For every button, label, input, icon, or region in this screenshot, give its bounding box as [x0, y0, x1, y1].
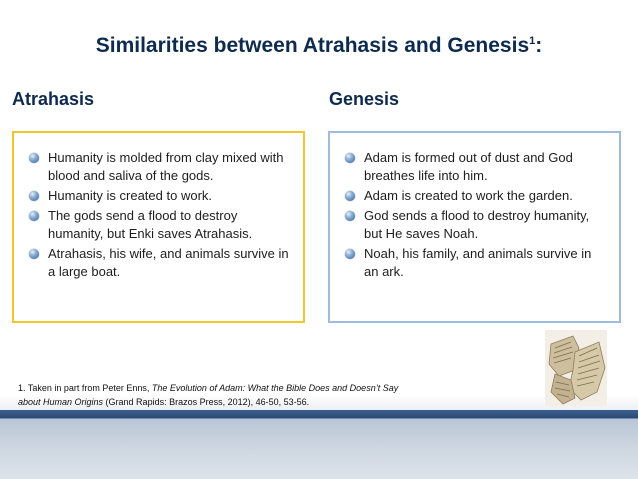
list-item-text: Humanity is created to work.: [48, 188, 213, 203]
atrahasis-heading: Atrahasis: [12, 89, 95, 109]
list-item-text: Adam is formed out of dust and God breathes life into him.: [364, 150, 573, 183]
list-item: [364, 149, 609, 185]
bullet-icon: [345, 211, 355, 221]
list-item: [364, 207, 609, 243]
list-item: [364, 245, 609, 281]
list-item-text: The gods send a flood to destroy humanity, but Enki saves Atrahasis.: [48, 208, 253, 241]
bullet-icon: [29, 153, 39, 163]
list-item-text: Noah, his family, and animals survive in an ark.: [364, 246, 592, 279]
clay-tablet-image: [545, 330, 607, 406]
footnote-prefix: 1. Taken in part from Peter Enns,: [18, 383, 152, 393]
bullet-icon: [345, 191, 355, 201]
genesis-list: [330, 133, 619, 281]
footnote-suffix: (Grand Rapids: Brazos Press, 2012), 46-50, 53-56.: [103, 397, 310, 407]
genesis-heading: Genesis: [329, 89, 400, 109]
atrahasis-list: [14, 133, 303, 281]
title-footnote-marker: 1: [529, 35, 536, 47]
list-item: [48, 187, 293, 205]
slide-title-text: Similarities between Atrahasis and Genesis: [95, 34, 530, 57]
title-colon: :: [535, 34, 543, 57]
list-item: [364, 187, 609, 205]
footnote: [18, 381, 418, 409]
list-item-text: Humanity is molded from clay mixed with blood and saliva of the gods.: [48, 150, 284, 183]
atrahasis-panel: [12, 131, 305, 323]
bullet-icon: [29, 191, 39, 201]
footer-band: [0, 410, 638, 479]
bullet-icon: [29, 211, 39, 221]
list-item: [48, 245, 293, 281]
bullet-icon: [345, 249, 355, 259]
bullet-icon: [345, 153, 355, 163]
footnote-book-title: The Evolution of Adam: What the Bible Does and Doesn’t Say about Human Origins: [18, 383, 399, 407]
list-item-text: Atrahasis, his wife, and animals survive in a large boat.: [48, 246, 289, 279]
slide-title: [0, 34, 638, 58]
list-item-text: Adam is created to work the garden.: [364, 188, 573, 203]
bullet-icon: [29, 249, 39, 259]
list-item-text: God sends a flood to destroy humanity, but He saves Noah.: [364, 208, 590, 241]
list-item: [48, 149, 293, 185]
genesis-panel: [328, 131, 621, 323]
list-item: [48, 207, 293, 243]
